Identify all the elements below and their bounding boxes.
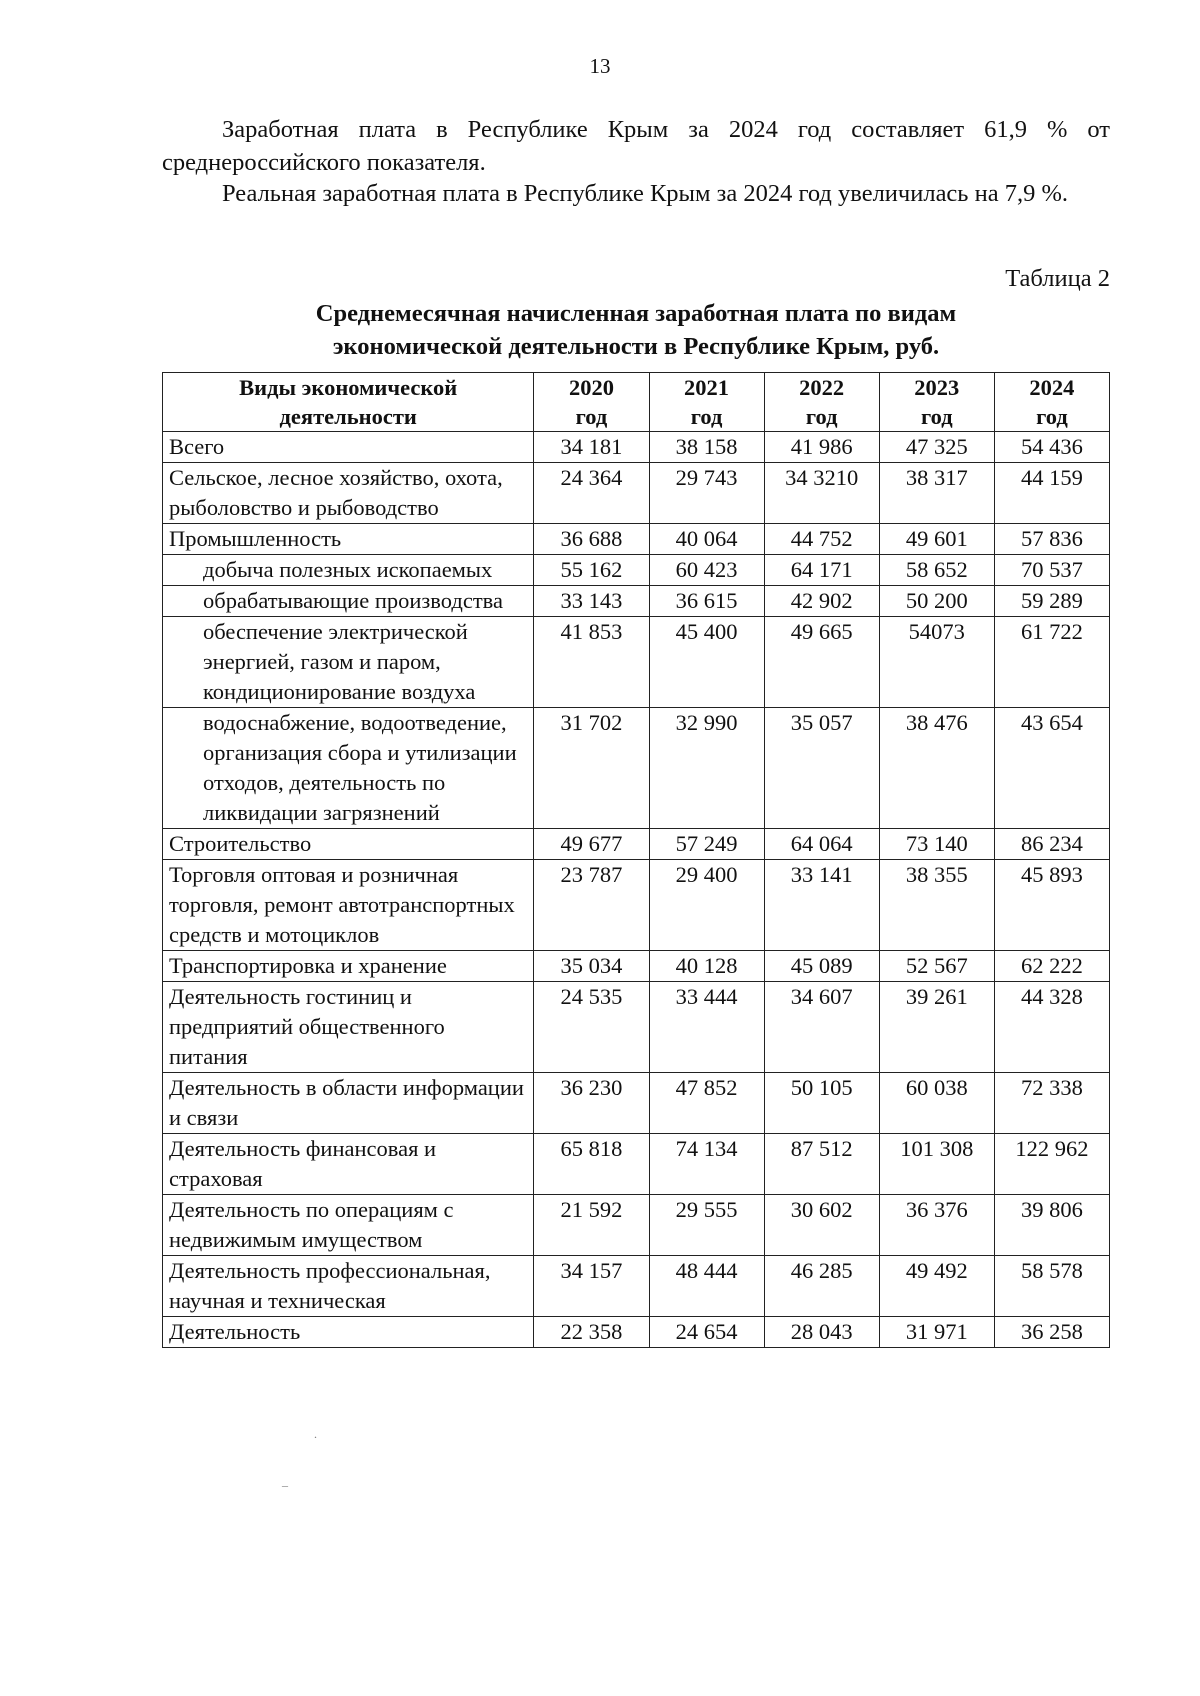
value-cell-2021: 40 064 xyxy=(649,524,764,555)
value-cell-2020: 35 034 xyxy=(534,951,649,982)
header-year-2023: 2023 год xyxy=(879,373,994,432)
table-row xyxy=(163,617,1110,708)
header-activity: Виды экономической деятельности xyxy=(163,373,534,432)
value-cell-2022: 35 057 xyxy=(764,708,879,829)
value-cell-2022: 45 089 xyxy=(764,951,879,982)
value-cell-2023: 50 200 xyxy=(879,586,994,617)
value-cell-2021: 36 615 xyxy=(649,586,764,617)
table-row xyxy=(163,524,1110,555)
value-cell-2020: 49 677 xyxy=(534,829,649,860)
value-cell-2022: 87 512 xyxy=(764,1134,879,1195)
row-label: Деятельность по операциям с недвижимым имуществом xyxy=(163,1195,534,1256)
value-cell-2021: 38 158 xyxy=(649,432,764,463)
value-cell-2020: 36 230 xyxy=(534,1073,649,1134)
table-row xyxy=(163,1317,1110,1348)
value-cell-2022: 44 752 xyxy=(764,524,879,555)
value-cell-2020: 31 702 xyxy=(534,708,649,829)
value-cell-2023: 38 355 xyxy=(879,860,994,951)
value-cell-2022: 42 902 xyxy=(764,586,879,617)
value-cell-2021: 29 743 xyxy=(649,463,764,524)
value-cell-2020: 23 787 xyxy=(534,860,649,951)
row-label: обрабатывающие производства xyxy=(163,586,534,617)
value-cell-2024: 44 159 xyxy=(994,463,1109,524)
row-label: Деятельность финансовая и страховая xyxy=(163,1134,534,1195)
value-cell-2022: 41 986 xyxy=(764,432,879,463)
table-row xyxy=(163,586,1110,617)
value-cell-2021: 24 654 xyxy=(649,1317,764,1348)
value-cell-2024: 86 234 xyxy=(994,829,1109,860)
row-label: Торговля оптовая и розничная торговля, ремонт автотранспортных средств и мотоциклов xyxy=(163,860,534,951)
header-year-2022: 2022 год xyxy=(764,373,879,432)
value-cell-2020: 55 162 xyxy=(534,555,649,586)
row-label: Деятельность гостиниц и предприятий общественного питания xyxy=(163,982,534,1073)
value-cell-2023: 49 492 xyxy=(879,1256,994,1317)
value-cell-2024: 36 258 xyxy=(994,1317,1109,1348)
value-cell-2020: 22 358 xyxy=(534,1317,649,1348)
row-label: Сельское, лесное хозяйство, охота, рыболовство и рыбоводство xyxy=(163,463,534,524)
table-row xyxy=(163,982,1110,1073)
salary-table xyxy=(162,372,1110,1348)
value-cell-2023: 31 971 xyxy=(879,1317,994,1348)
table-row xyxy=(163,1256,1110,1317)
table-title-line-2: экономической деятельности в Республике Крым, руб. xyxy=(332,333,940,360)
table-row xyxy=(163,951,1110,982)
header-year-2020: 2020 год xyxy=(534,373,649,432)
value-cell-2021: 45 400 xyxy=(649,617,764,708)
value-cell-2023: 73 140 xyxy=(879,829,994,860)
value-cell-2023: 36 376 xyxy=(879,1195,994,1256)
value-cell-2022: 49 665 xyxy=(764,617,879,708)
value-cell-2021: 57 249 xyxy=(649,829,764,860)
header-year-2021: 2021 год xyxy=(649,373,764,432)
value-cell-2020: 65 818 xyxy=(534,1134,649,1195)
value-cell-2022: 34 607 xyxy=(764,982,879,1073)
value-cell-2024: 39 806 xyxy=(994,1195,1109,1256)
header-year-2024: 2024 год xyxy=(994,373,1109,432)
value-cell-2023: 38 476 xyxy=(879,708,994,829)
table-row xyxy=(163,1195,1110,1256)
value-cell-2024: 54 436 xyxy=(994,432,1109,463)
table-row xyxy=(163,708,1110,829)
value-cell-2021: 29 555 xyxy=(649,1195,764,1256)
value-cell-2024: 59 289 xyxy=(994,586,1109,617)
table-row xyxy=(163,1134,1110,1195)
table-row xyxy=(163,463,1110,524)
value-cell-2022: 64 171 xyxy=(764,555,879,586)
table-row xyxy=(163,432,1110,463)
value-cell-2021: 60 423 xyxy=(649,555,764,586)
value-cell-2020: 41 853 xyxy=(534,617,649,708)
value-cell-2020: 24 364 xyxy=(534,463,649,524)
row-label: Деятельность профессиональная, научная и техническая xyxy=(163,1256,534,1317)
value-cell-2023: 47 325 xyxy=(879,432,994,463)
value-cell-2024: 58 578 xyxy=(994,1256,1109,1317)
table-header-row xyxy=(163,373,1110,432)
value-cell-2024: 61 722 xyxy=(994,617,1109,708)
value-cell-2023: 101 308 xyxy=(879,1134,994,1195)
value-cell-2020: 34 181 xyxy=(534,432,649,463)
value-cell-2022: 46 285 xyxy=(764,1256,879,1317)
value-cell-2024: 70 537 xyxy=(994,555,1109,586)
row-label: Всего xyxy=(163,432,534,463)
row-label: Деятельность в области информации и связи xyxy=(163,1073,534,1134)
paragraph-salary-share: Заработная плата в Республике Крым за 2024 год составляет 61,9 % от среднероссийского показателя. xyxy=(162,116,1110,176)
table-row xyxy=(163,860,1110,951)
table-title-line-1: Среднемесячная начисленная заработная плата по видам xyxy=(315,300,957,327)
table-caption: Таблица 2 xyxy=(1005,265,1110,292)
row-label: Промышленность xyxy=(163,524,534,555)
value-cell-2021: 29 400 xyxy=(649,860,764,951)
value-cell-2022: 64 064 xyxy=(764,829,879,860)
value-cell-2024: 45 893 xyxy=(994,860,1109,951)
table-row xyxy=(163,829,1110,860)
value-cell-2022: 28 043 xyxy=(764,1317,879,1348)
value-cell-2020: 21 592 xyxy=(534,1195,649,1256)
value-cell-2020: 24 535 xyxy=(534,982,649,1073)
value-cell-2021: 33 444 xyxy=(649,982,764,1073)
row-label: добыча полезных ископаемых xyxy=(163,555,534,586)
row-label: Строительство xyxy=(163,829,534,860)
row-label: Транспортировка и хранение xyxy=(163,951,534,982)
value-cell-2023: 60 038 xyxy=(879,1073,994,1134)
paragraph-real-salary: Реальная заработная плата в Республике Крым за 2024 год увеличилась на 7,9 %. xyxy=(222,180,1069,207)
value-cell-2024: 43 654 xyxy=(994,708,1109,829)
value-cell-2024: 57 836 xyxy=(994,524,1109,555)
scan-speck: _ xyxy=(282,1474,288,1488)
value-cell-2022: 34 3210 xyxy=(764,463,879,524)
table-title xyxy=(162,297,1110,363)
table-row xyxy=(163,555,1110,586)
value-cell-2020: 34 157 xyxy=(534,1256,649,1317)
page-number: 13 xyxy=(589,54,611,78)
value-cell-2022: 50 105 xyxy=(764,1073,879,1134)
table-row xyxy=(163,1073,1110,1134)
value-cell-2023: 54073 xyxy=(879,617,994,708)
value-cell-2021: 74 134 xyxy=(649,1134,764,1195)
value-cell-2024: 122 962 xyxy=(994,1134,1109,1195)
value-cell-2020: 36 688 xyxy=(534,524,649,555)
row-label: Деятельность xyxy=(163,1317,534,1348)
row-label: водоснабжение, водоотведение, организация сбора и утилизации отходов, деятельность по ликвидации загрязнений xyxy=(163,708,534,829)
value-cell-2023: 39 261 xyxy=(879,982,994,1073)
row-label: обеспечение электрической энергией, газом и паром, кондиционирование воздуха xyxy=(163,617,534,708)
value-cell-2021: 48 444 xyxy=(649,1256,764,1317)
value-cell-2021: 40 128 xyxy=(649,951,764,982)
value-cell-2024: 72 338 xyxy=(994,1073,1109,1134)
value-cell-2024: 44 328 xyxy=(994,982,1109,1073)
value-cell-2022: 33 141 xyxy=(764,860,879,951)
value-cell-2021: 47 852 xyxy=(649,1073,764,1134)
value-cell-2023: 58 652 xyxy=(879,555,994,586)
value-cell-2024: 62 222 xyxy=(994,951,1109,982)
value-cell-2020: 33 143 xyxy=(534,586,649,617)
value-cell-2021: 32 990 xyxy=(649,708,764,829)
value-cell-2022: 30 602 xyxy=(764,1195,879,1256)
scan-speck: . xyxy=(314,1427,317,1441)
value-cell-2023: 49 601 xyxy=(879,524,994,555)
value-cell-2023: 38 317 xyxy=(879,463,994,524)
value-cell-2023: 52 567 xyxy=(879,951,994,982)
